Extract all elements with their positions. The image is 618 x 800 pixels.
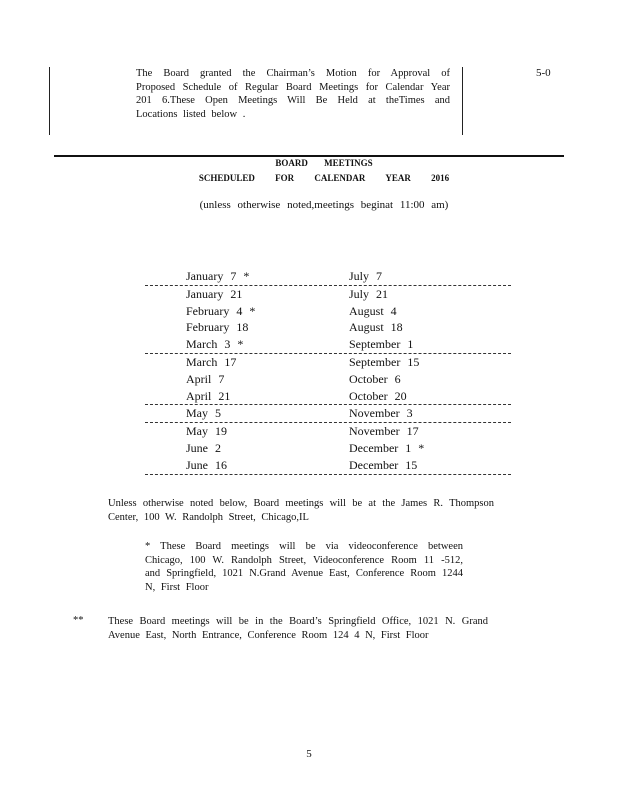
schedule-row xyxy=(145,303,511,320)
schedule-row xyxy=(145,371,511,388)
meeting-date-first-half: June 2 xyxy=(186,440,221,455)
meeting-date-first-half: February 4 * xyxy=(186,303,256,318)
meeting-date-first-half: January 7 * xyxy=(186,269,250,283)
meeting-date-second-half: November 17 xyxy=(349,424,419,439)
schedule-row xyxy=(145,354,511,371)
meeting-date-first-half: May 19 xyxy=(186,424,227,439)
schedule-title-line1: BOARD MEETINGS xyxy=(275,158,373,168)
meeting-date-second-half: December 15 xyxy=(349,457,418,472)
meeting-date-first-half: May 5 xyxy=(186,406,221,421)
meeting-date-second-half: October 6 xyxy=(349,371,401,386)
meeting-date-second-half: September 1 xyxy=(349,337,414,352)
schedule-row xyxy=(145,319,511,336)
meeting-date-second-half: October 20 xyxy=(349,388,407,403)
meeting-date-first-half: March 17 xyxy=(186,354,237,369)
schedule-row xyxy=(145,405,511,423)
meeting-date-first-half: March 3 * xyxy=(186,337,244,352)
videoconference-note: * These Board meetings will be via videoconference between Chicago, 100 W. Randolph Street, Videoconference Room 11 -512, and Springfield, 1021 N.Grand Avenue East, Conference Room 1244 N, First Floor xyxy=(145,541,463,593)
meeting-date-first-half: February 18 xyxy=(186,320,249,335)
schedule-row xyxy=(145,423,511,440)
meeting-date-first-half: January 21 xyxy=(186,286,243,301)
meeting-date-first-half: April 21 xyxy=(186,388,231,403)
motion-text: The Board granted the Chairman’s Motion for Approval of Proposed Schedule of Regular Board Meetings for Calendar Year 201 6.These Open Meetings Will Be Held at theTimes and Locations listed below . xyxy=(136,68,450,120)
left-margin-rule xyxy=(49,67,50,135)
meeting-date-first-half: April 7 xyxy=(186,371,225,386)
schedule-row xyxy=(145,457,511,475)
meeting-date-second-half: September 15 xyxy=(349,354,420,369)
meeting-date-second-half: November 3 xyxy=(349,406,413,421)
double-star-marker: ** xyxy=(73,615,84,626)
springfield-office-note: These Board meetings will be in the Board’s Springfield Office, 1021 N. Grand Avenue East, North Entrance, Conference Room 124 4 N, First Floor xyxy=(108,616,488,641)
meeting-date-second-half: August 4 xyxy=(349,303,397,318)
schedule-note: (unless otherwise noted,meetings beginat 11:00 am) xyxy=(199,199,449,211)
default-location-note: Unless otherwise noted below, Board meetings will be at the James R. Thompson Center, 100 W. Randolph Street, Chicago,IL xyxy=(108,498,494,523)
meeting-date-second-half: July 21 xyxy=(349,286,389,301)
page-number: 5 xyxy=(306,748,312,760)
meeting-date-first-half: June 16 xyxy=(186,457,227,472)
meeting-date-second-half: July 7 xyxy=(349,269,383,283)
meeting-date-second-half: December 1 * xyxy=(349,440,425,455)
item-number: 5-0 xyxy=(536,67,551,79)
schedule-title-line2: SCHEDULED FOR CALENDAR YEAR 2016 xyxy=(198,173,450,183)
right-margin-rule xyxy=(462,67,463,135)
schedule-row xyxy=(145,388,511,406)
schedule-row xyxy=(145,286,511,303)
schedule-row xyxy=(145,440,511,457)
schedule-row xyxy=(145,336,511,354)
meeting-date-second-half: August 18 xyxy=(349,320,403,335)
section-divider xyxy=(54,155,564,157)
meeting-schedule-table xyxy=(145,268,511,475)
schedule-row xyxy=(145,268,511,286)
